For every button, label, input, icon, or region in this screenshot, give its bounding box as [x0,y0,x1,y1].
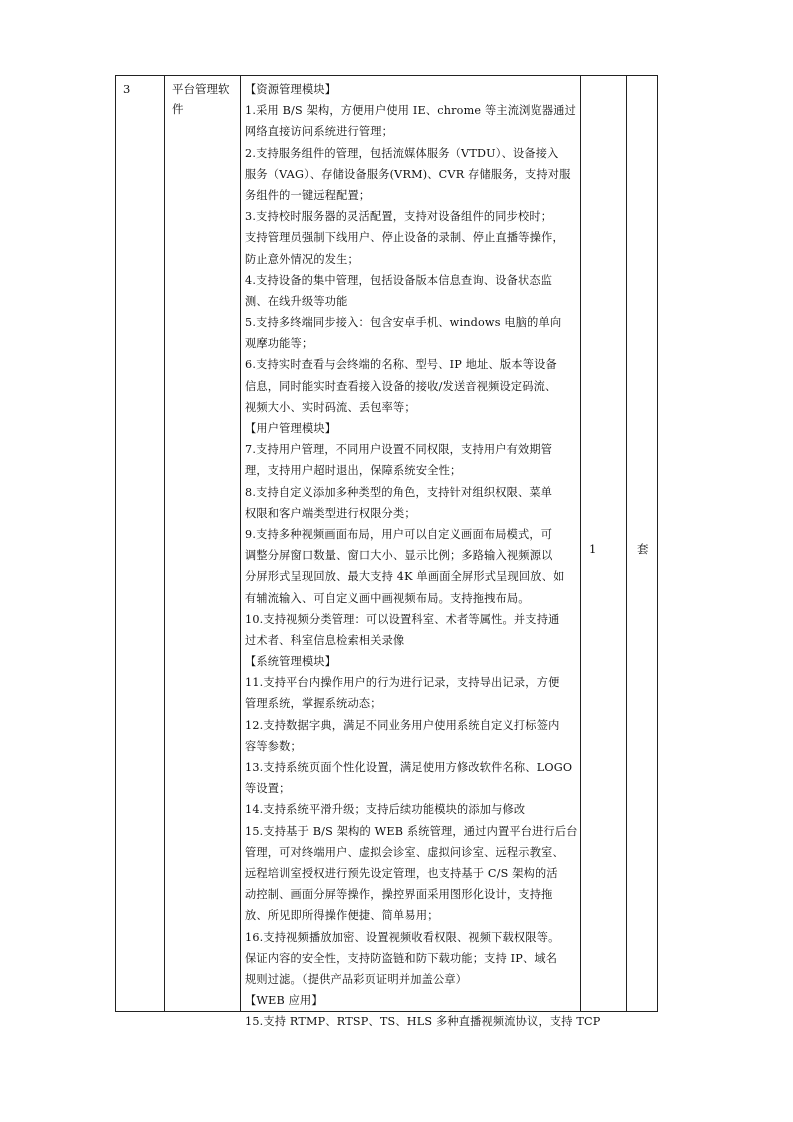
spec-line: 2.支持服务组件的管理，包括流媒体服务（VTDU）、设备接入 [245,146,559,160]
spec-line: 防止意外情况的发生； [245,252,359,266]
spec-line: 11.支持平台内操作用户的行为进行记录，支持导出记录，方便 [245,676,560,690]
spec-line: 4.支持设备的集中管理，包括设备版本信息查询、设备状态监 [245,273,553,287]
spec-line: 远程培训室授权进行预先设定管理，也支持基于 C/S 架构的活 [245,866,558,880]
item-quantity: 1 [589,542,597,556]
spec-line: 放、所见即所得操作便捷、简单易用； [245,909,439,923]
spec-line: 【用户管理模块】 [245,422,337,435]
spec-line: 理，支持用户超时退出，保障系统安全性； [245,464,462,478]
spec-line: 网络直接访问系统进行管理； [245,125,394,139]
spec-line: 过术者、科室信息检索相关录像 [245,633,405,647]
spec-line: 容等参数； [245,739,302,753]
spec-line: 【系统管理模块】 [245,655,337,669]
spec-line: 信息，同时能实时查看接入设备的接收/发送音视频设定码流、 [245,379,557,393]
spec-line: 8.支持自定义添加多种类型的角色，支持针对组织权限、菜单 [245,485,553,499]
item-specification [245,79,601,1032]
spec-line: 15.支持 RTMP、RTSP、TS、HLS 多种直播视频流协议，支持 TCP [245,1015,601,1029]
spec-line: 【资源管理模块】 [245,83,337,96]
row-number: 3 [123,82,131,96]
spec-table [115,75,658,1029]
spec-line: 有辅流输入、可自定义画中画视频布局。支持拖拽布局。 [245,591,530,605]
item-unit: 套 [637,542,649,556]
spec-line: 测、在线升级等功能 [245,294,348,308]
spec-line: 10.支持视频分类管理：可以设置科室、术者等属性。并支持通 [245,612,560,626]
spec-line: 5.支持多终端同步接入：包含安卓手机、windows 电脑的单向 [245,316,562,330]
item-name: 平台管理软件 [172,82,230,116]
spec-line: 14.支持系统平滑升级；支持后续功能模块的添加与修改 [245,803,526,817]
spec-line: 15.支持基于 B/S 架构的 WEB 系统管理，通过内置平台进行后台 [245,824,578,838]
spec-line: 管理系统，掌握系统动态； [245,697,382,711]
spec-line: 调整分屏窗口数量、窗口大小、显示比例；多路输入视频源以 [245,549,553,563]
spec-line: 规则过滤。（提供产品彩页证明并加盖公章） [245,972,468,986]
column-divider [240,76,241,1011]
spec-line: 等设置； [245,782,291,796]
spec-line: 【WEB 应用】 [245,994,323,1008]
spec-line: 管理，可对终端用户、虚拟会诊室、虚拟问诊室、远程示教室、 [245,845,564,859]
spec-line: 13.支持系统页面个性化设置，满足使用方修改软件名称、LOGO [245,761,573,774]
spec-line: 分屏形式呈现回放、最大支持 4K 单画面全屏形式呈现回放、如 [245,570,565,584]
spec-line: 服务（VAG）、存储设备服务(VRM)、CVR 存储服务，支持对服 [245,167,571,181]
spec-line: 动控制、画面分屏等操作，操控界面采用图形化设计，支持拖 [245,888,553,902]
spec-line: 观摩功能等； [245,337,314,351]
spec-line: 7.支持用户管理，不同用户设置不同权限，支持用户有效期管 [245,443,553,457]
spec-line: 3.支持校时服务器的灵活配置，支持对设备组件的同步校时； [245,210,553,224]
spec-line: 支持管理员强制下线用户、停止设备的录制、停止直播等操作， [245,231,564,245]
spec-line: 务组件的一键远程配置； [245,188,371,202]
column-divider [626,76,627,1011]
spec-line: 1.采用 B/S 架构，方便用户使用 IE、chrome 等主流浏览器通过 [245,104,577,118]
spec-line: 6.支持实时查看与会终端的名称、型号、IP 地址、版本等设备 [245,358,557,372]
spec-line: 权限和客户端类型进行权限分类； [245,506,416,520]
spec-line: 12.支持数据字典，满足不同业务用户使用系统自定义打标签内 [245,718,560,732]
spec-line: 保证内容的安全性，支持防盗链和防下载功能；支持 IP、域名 [245,951,558,965]
spec-line: 视频大小、实时码流、丢包率等； [245,400,416,414]
spec-line: 16.支持视频播放加密、设置视频收看权限、视频下载权限等。 [245,930,560,944]
spec-line: 9.支持多种视频画面布局，用户可以自定义画面布局模式，可 [245,527,553,541]
column-divider [164,76,165,1011]
